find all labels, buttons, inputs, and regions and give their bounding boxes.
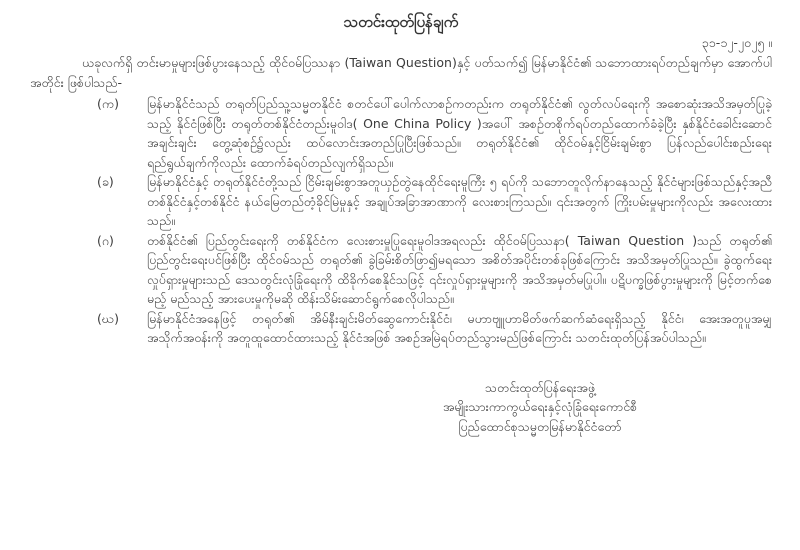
list-item bbox=[97, 309, 772, 348]
list-item-text: မြန်မာနိုင်ငံသည် တရုတ်ပြည်သူ့သမ္မတနိုင်ငံ စတင်ပေါ်ပေါက်လာစဉ်ကတည်းက တရုတ်နိုင်ငံ၏ လွတ်လပ်ရေးကို အစောဆုံးအသိအမှတ်ပြုခဲ့သည့် နိုင်ငံဖြစ်ပြီး တရုတ်တစ်နိုင်ငံတည်းမူဝါဒ( One China Policy )အပေါ် အစဉ်တစိုက်ရပ်တည်ထောက်ခံခဲ့ပြီး နှစ်နိုင်ငံခေါင်းဆောင်အချင်းချင်း တွေ့ဆုံစဉ်၌လည်း ထပ်လောင်းအတည်ပြုပြီးဖြစ်သည်။ တရုတ်နိုင်ငံ၏ ထိုင်ဝမ်နှင့်ငြိမ်းချမ်းစွာ ပြန်လည်ပေါင်းစည်းရေး ရည်ရွယ်ချက်ကိုလည်း ထောက်ခံရပ်တည်လျက်ရှိသည်။ bbox=[147, 96, 772, 170]
list-item-text: မြန်မာနိုင်ငံအနေဖြင့် တရုတ်၏ အိမ်နီးချင်းမိတ်ဆွေကောင်းနိုင်ငံ၊ မဟာဗျူဟာမိတ်ဖက်ဆက်ဆံရေးရှိသည့် နိုင်ငံ၊ အေးအတူပူအမျှအသိုက်အဝန်းကို အတူထူထောင်ထားသည့် နိုင်ငံအဖြစ် အစဉ်အမြဲရပ်တည်သွားမည်ဖြစ်ကြောင်း သတင်းထုတ်ပြန်အပ်ပါသည်။ bbox=[147, 310, 772, 345]
list-item-text: မြန်မာနိုင်ငံနှင့် တရုတ်နိုင်ငံတို့သည် ငြိမ်းချမ်းစွာအတူယှဉ်တွဲနေထိုင်ရေးမူကြီး ၅ ရပ်ကို သဘောတူလိုက်နာနေသည့် နိုင်ငံများဖြစ်သည်နှင့်အညီ တစ်နိုင်ငံနှင့်တစ်နိုင်ငံ နယ်မြေတည်တံ့ခိုင်မြဲမှုနှင့် အချုပ်အခြာအာဏာကို လေးစားကြသည်။ ၎င်းအတွက် ကြိုးပမ်းမှုများကိုလည်း အလေးထားသည်။ bbox=[147, 174, 772, 228]
intro-paragraph: ယခုလက်ရှိ တင်းမာမှုများဖြစ်ပွားနေသည့် ထိုင်ဝမ်ပြဿနာ (Taiwan Question)နှင့် ပတ်သက်၍ မြန်မာနိုင်ငံ၏ သဘောထားရပ်တည်ချက်မှာ အောက်ပါအတိုင်း ဖြစ်ပါသည်- bbox=[30, 55, 772, 90]
list-item bbox=[97, 172, 772, 231]
signature-issuing-team: သတင်းထုတ်ပြန်ရေးအဖွဲ့ bbox=[484, 379, 596, 395]
list-item-label: (က) bbox=[97, 96, 119, 111]
list-item bbox=[97, 231, 772, 309]
signature-state-name: ပြည်ထောင်စုသမ္မတမြန်မာနိုင်ငံတော် bbox=[458, 418, 622, 434]
list-item-label: (ဃ) bbox=[97, 310, 119, 326]
document-date: ၃၁-၁၂-၂၀၂၅ ။ bbox=[701, 35, 772, 50]
list-item-label: (ခ) bbox=[97, 174, 114, 189]
list-item bbox=[97, 94, 772, 172]
signature-block bbox=[385, 378, 695, 437]
document-title: သတင်းထုတ်ပြန်ချက် bbox=[343, 13, 459, 31]
list-item-text: တစ်နိုင်ငံ၏ ပြည်တွင်းရေးကို တစ်နိုင်ငံက လေးစားမှုပြုရေးမူဝါဒအရလည်း ထိုင်ဝမ်ပြဿနာ( Taiwan Question )သည် တရုတ်၏ ပြည်တွင်းရေးပင်ဖြစ်ပြီး ထိုင်ဝမ်သည် တရုတ်၏ ခွဲခြမ်းစိတ်ဖြာ၍မရသော အစိတ်အပိုင်းတစ်ခုဖြစ်ကြောင်း အသိအမှတ်ပြုသည်။ ခွဲထွက်ရေးလှုပ်ရှားမှုများသည် ဒေသတွင်းလုံခြုံရေးကို ထိခိုက်စေနိုင်သဖြင့် ၎င်းလှုပ်ရှားမှုများကို အသိအမှတ်မပြုပါ။ ပဋိပက္ခဖြစ်ပွားမှုများကို မြင့်တက်စေမည့် မည်သည့် အားပေးမှုကိုမဆို ထိန်းသိမ်းဆောင်ရွက်စေလိုပါသည်။ bbox=[147, 232, 772, 306]
statement-list bbox=[97, 94, 772, 348]
list-item-label: (ဂ) bbox=[97, 232, 114, 248]
signature-council-name: အမျိုးသားကာကွယ်ရေးနှင့်လုံခြုံရေးကောင်စီ bbox=[442, 399, 638, 414]
